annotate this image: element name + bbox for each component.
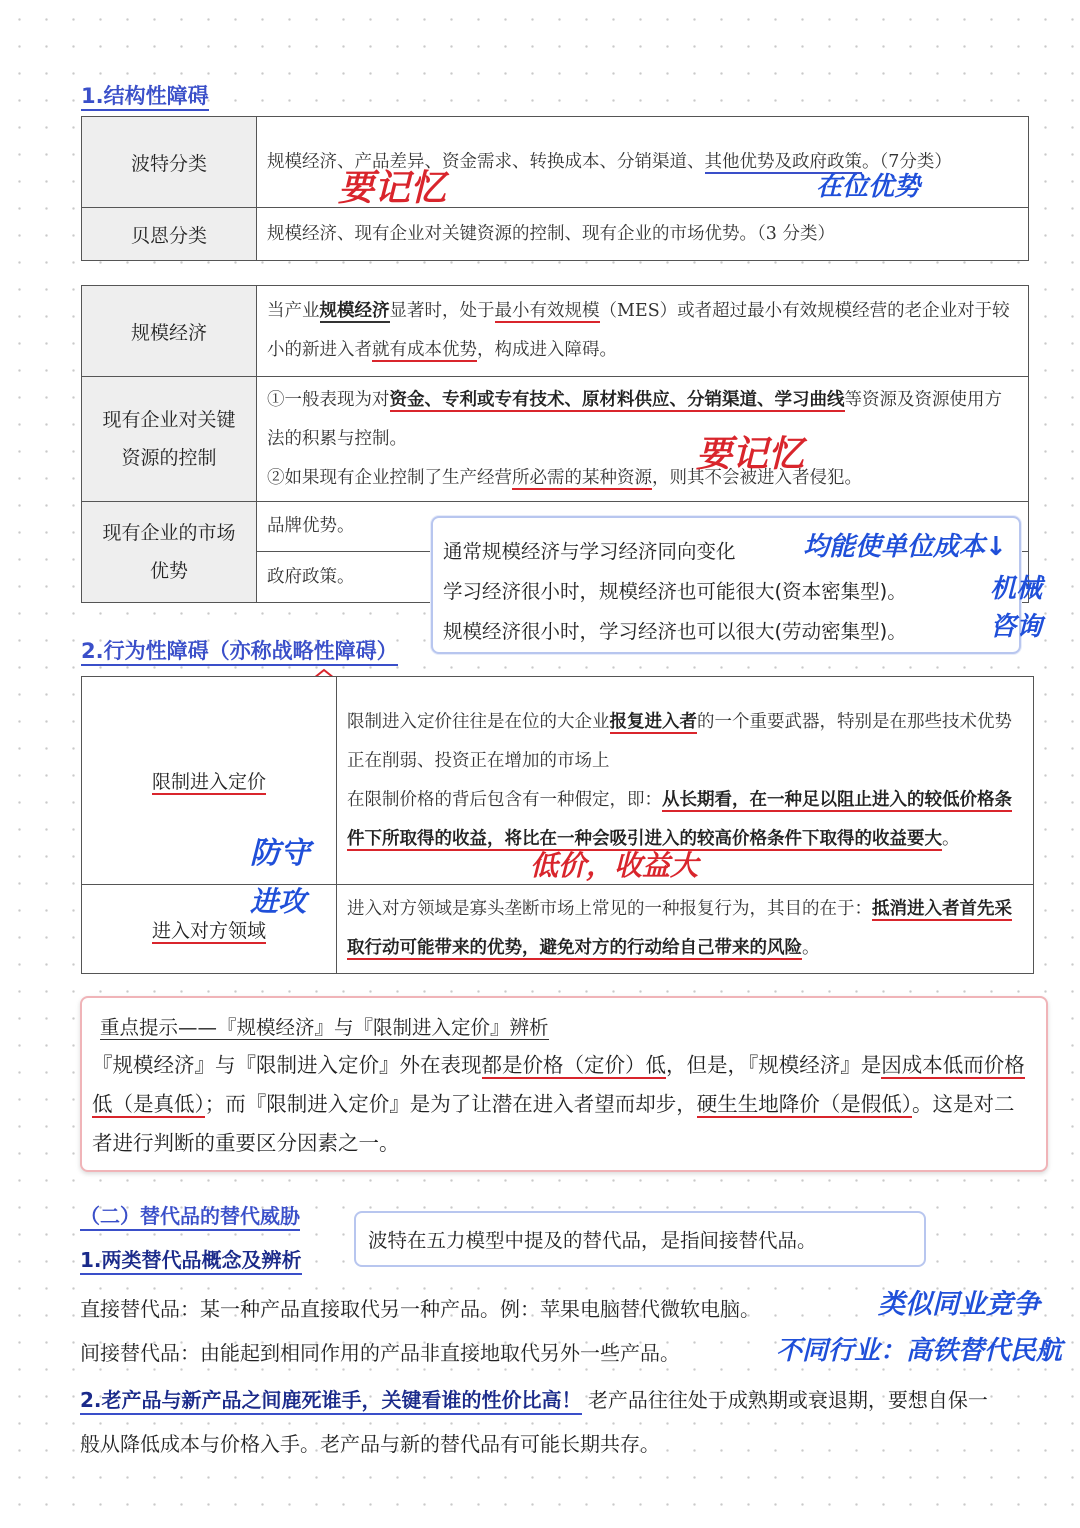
row-label-enter-rival: 进入对方领域 [82, 885, 337, 974]
tip-body: 『规模经济』与『限制进入定价』外在表现都是价格（定价）低，但是，『规模经济』是因成本低而价格低（是真低）；而『限制进入定价』是为了让潜在进入者望而却步，硬生生地降价（是假低）。这是对二者进行判断的重要区分因素之一。 [92, 1053, 1025, 1155]
row-content-market: 品牌优势。 政府政策。 [257, 502, 1029, 603]
table-row [82, 208, 1029, 261]
table-row [82, 377, 1029, 502]
handwritten-similar-competition: 类似同业竞争 [878, 1289, 1040, 1320]
table-row [82, 286, 1029, 377]
section-title-behavioral: 2.行为性障碍（亦称战略性障碍） [81, 635, 398, 665]
old-vs-new-paragraph: 2.老产品与新产品之间鹿死谁手，关键看谁的性价比高！ 老产品往往处于成熟期或衰退期，要想自保一般从降低成本与价格入手。老产品与新的替代品有可能长期共存。 [80, 1388, 988, 1456]
handwritten-defense: 防守 [250, 836, 310, 871]
tip-title: 重点提示——『规模经济』与『限制进入定价』辨析 [100, 1016, 549, 1039]
direct-substitute-text: 直接替代品：某一种产品直接取代另一种产品。例：苹果电脑替代微软电脑。 [80, 1297, 760, 1321]
indirect-substitute-text: 间接替代品：由能起到相同作用的产品非直接地取代另外一些产品。 [80, 1341, 680, 1365]
row-content-porter: 规模经济、产品差异、资金需求、转换成本、分销渠道、其他优势及政府政策。（7分类） [257, 117, 1029, 208]
handwritten-remember-2: 要记忆 [696, 434, 805, 475]
row-label-market: 现有企业的市场优势 [82, 502, 257, 603]
behavioral-table [81, 676, 1034, 974]
handwritten-machinery: 机械 [990, 574, 1043, 604]
table-row [82, 885, 1034, 974]
row-content-limit-price: 限制进入定价往往是在位的大企业报复进入者的一个重要武器，特别是在那些技术优势正在削弱、投资正在增加的市场上 在限制价格的背后包含有一种假定，即：从长期看，在一种足以阻止进入的较低价格条件下所取得的收益，将比在一种会吸引进入的较高价格条件下取得的收益要大。 [337, 677, 1034, 885]
key-tip-box [80, 996, 1048, 1172]
scale-learning-note: 通常规模经济与学习经济同向变化 学习经济很小时，规模经济也可能很大(资本密集型)。 规模经济很小时，学习经济也可以很大(劳动密集型)。 [431, 516, 1021, 654]
row-label-porter: 波特分类 [82, 117, 257, 208]
handwritten-consulting: 咨询 [990, 612, 1043, 642]
row-content-enter-rival: 进入对方领域是寡头垄断市场上常见的一种报复行为，其目的在于：抵消进入者首先采取行动可能带来的优势，避免对方的行动给自己带来的风险。 [337, 885, 1034, 974]
handwritten-unit-cost: 均能使单位成本↓ [803, 532, 1007, 562]
handwritten-low-price: 低价，收益大 [530, 849, 699, 882]
row-content-scale: 当产业规模经济显著时，处于最小有效规模（MES）或者超过最小有效规模经营的老企业对于较小的新进入者就有成本优势，构成进入障碍。 [257, 286, 1029, 377]
handwritten-incumbent-advantage: 在位优势 [816, 172, 921, 202]
handwritten-remember-1: 要记忆 [338, 168, 447, 209]
row-content-bain: 规模经济、现有企业对关键资源的控制、现有企业的市场优势。（3 分类） [257, 208, 1029, 261]
row-label-limit-price: 限制进入定价 [82, 677, 337, 885]
row-label-resources: 现有企业对关键资源的控制 [82, 377, 257, 502]
handwritten-attack: 进攻 [250, 885, 307, 918]
handwritten-different-industry: 不同行业：高铁替代民航 [776, 1336, 1063, 1366]
row-label-scale: 规模经济 [82, 286, 257, 377]
subtitle-two-substitutes: 1.两类替代品概念及辨析 [80, 1244, 302, 1273]
row-content-resources: ①一般表现为对资金、专利或专有技术、原材料供应、分销渠道、学习曲线等资源及资源使用方法的积累与控制。 ②如果现有企业控制了生产经营所必需的某种资源，则其不会被进入者侵犯。 [257, 377, 1029, 502]
porter-substitute-note: 波特在五力模型中提及的替代品，是指间接替代品。 [354, 1211, 926, 1267]
section-title-substitutes: （二）替代品的替代威胁 [80, 1200, 300, 1229]
section-title-structural: 1.结构性障碍 [81, 80, 209, 110]
row-label-bain: 贝恩分类 [82, 208, 257, 261]
